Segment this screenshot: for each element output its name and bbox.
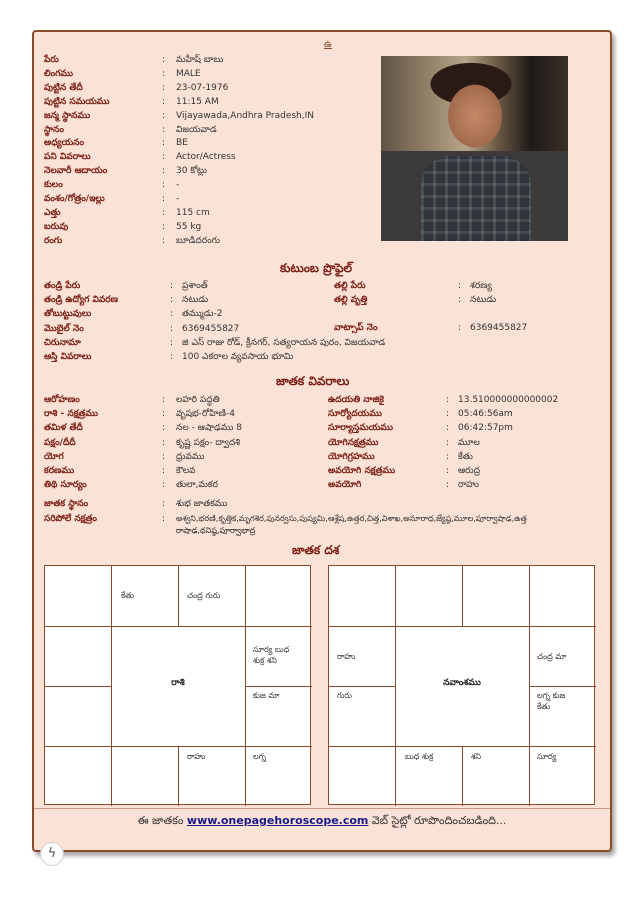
detail-label: ఆస్తి వివరాలు (44, 352, 92, 362)
colon: : (162, 499, 166, 509)
colon: : (162, 55, 166, 65)
detail-row (328, 437, 480, 450)
jathaka-place-row (44, 498, 227, 511)
detail-value: కేతు (458, 451, 473, 462)
jathaka-section-title: జాతక వివరాలు (276, 374, 350, 388)
colon: : (458, 323, 462, 333)
detail-row (44, 165, 207, 178)
detail-value: 6369455827 (182, 323, 240, 334)
detail-row (44, 479, 218, 492)
detail-row (44, 235, 220, 248)
detail-label: ఉదయతి నాజికై (328, 395, 384, 405)
rasi-cell-right-1: సూర్య బుధ శుక్ర శని (253, 645, 290, 665)
rasi-cell-top-2: చంద్ర గురు (187, 591, 221, 600)
detail-label: స్థానం (44, 124, 64, 135)
detail-row (44, 394, 220, 407)
colon: : (162, 409, 166, 420)
detail-row (44, 207, 210, 220)
om-symbol: ఉ (324, 39, 332, 50)
family-section-title: కుటుంబ ప్రొఫైల్ (280, 261, 353, 275)
detail-value: వృషభ-రోహిణి-4 (176, 409, 235, 420)
colon: : (446, 451, 450, 462)
colon: : (458, 281, 462, 291)
detail-row (44, 437, 240, 450)
detail-value: నల - ఆషాఢము 8 (176, 423, 243, 434)
colon: : (162, 166, 166, 177)
detail-value: కౌలవ (176, 466, 196, 476)
detail-value: నటుడు (182, 295, 209, 306)
detail-label: యోగిగ్రహము (328, 451, 375, 462)
detail-label: సూర్యోదయము (328, 409, 382, 420)
detail-label: తల్లి వృత్తి (334, 295, 368, 305)
detail-label: తోబుట్టువులు (44, 309, 92, 320)
detail-value: 115 cm (176, 207, 210, 218)
detail-value: ధ్రువము (176, 451, 205, 462)
detail-row (44, 96, 219, 109)
detail-value: తులా,మకర (176, 480, 218, 491)
colon: : (170, 337, 174, 348)
detail-label: పని వివరాలు (44, 152, 91, 163)
detail-value: - (176, 194, 180, 204)
detail-row (44, 221, 201, 234)
matching-stars-row (44, 512, 527, 526)
colon: : (446, 395, 450, 405)
colon: : (162, 194, 166, 204)
navamsa-chart (328, 565, 595, 805)
detail-row (44, 451, 205, 464)
colon: : (162, 124, 166, 135)
detail-value: బూడిదరంగు (176, 235, 221, 246)
colon: : (446, 423, 450, 434)
detail-label: పేరు (44, 55, 59, 65)
detail-row (44, 308, 223, 321)
detail-value: - (176, 180, 180, 191)
detail-row (44, 54, 223, 67)
detail-row (328, 422, 513, 435)
family-right-row (334, 294, 496, 307)
footer (34, 814, 610, 830)
detail-label: పక్షం/దీదీ (44, 437, 76, 448)
detail-value: జి ఎస్ రాజు రోడ్, క్రీనగర్, సత్యరాయన పురం, విజయవాడ (182, 337, 386, 348)
detail-value: మహేష్ బాబు (176, 55, 224, 65)
rasi-center-label: రాశి (171, 678, 185, 688)
detail-value: 13.510000000000002 (458, 395, 559, 405)
colon: : (446, 466, 450, 476)
colon: : (162, 96, 166, 107)
detail-value: 23-07-1976 (176, 82, 229, 93)
detail-row (44, 110, 314, 123)
detail-label: కరణము (44, 466, 75, 476)
detail-label: తమిళ తేదీ (44, 423, 83, 434)
detail-value: 30 కోట్లు (176, 166, 208, 177)
detail-row (44, 137, 188, 150)
detail-value: MALE (176, 68, 201, 79)
detail-value: తమ్ముడు-2 (182, 309, 223, 320)
detail-label: యోగినక్షత్రము (328, 437, 379, 448)
family-right-row (334, 280, 492, 293)
lightning-bolt-icon[interactable]: ϟ (40, 842, 64, 866)
detail-value: 6369455827 (470, 323, 528, 333)
detail-label: చిరునామా (44, 337, 81, 348)
detail-value: 05:46:56am (458, 409, 513, 420)
colon: : (170, 352, 174, 362)
detail-row (44, 193, 179, 206)
detail-label: కులం (44, 180, 63, 191)
matching-stars-line1: అశ్వని,భరణి,కృత్తిక,మృగశిర,పునర్వసు,పుష్యమి,ఆశ్లేష,ఉత్తర,చిత్త,విశాఖ,అనూరాధ,జ్యేష్ఠ,మూల,పూర్వాషాఢ,ఉత్త (176, 514, 527, 523)
detail-label: రంగు (44, 235, 63, 246)
detail-label: జన్మ స్థానము (44, 110, 91, 121)
detail-value: 06:42:57pm (458, 423, 513, 434)
navamsa-cell-left-2: గురు (337, 691, 352, 700)
colon: : (162, 437, 166, 448)
colon: : (446, 437, 450, 448)
detail-value: BE (176, 138, 188, 149)
detail-value: ఆరుద్ర (458, 466, 480, 476)
detail-label: లింగము (44, 68, 73, 79)
navamsa-cell-bottom-1: బుధ శుక్ర (405, 752, 434, 761)
navamsa-cell-bottom-3: సూర్య (537, 752, 557, 761)
detail-row (328, 408, 513, 421)
detail-value: 11:15 AM (176, 96, 219, 107)
colon: : (162, 466, 166, 476)
navamsa-cell-right-1: చంద్ర మా (537, 652, 567, 661)
detail-value: శరణ్య (470, 281, 492, 291)
rasi-chart (44, 565, 311, 805)
matching-stars-label: సరిపోలే నక్షత్రం (44, 514, 97, 524)
detail-label: వంశం/గోత్రం/ఇల్లు (44, 194, 105, 204)
footer-suffix: వెబ్ సైట్లో రూపొందించబడింది... (371, 814, 507, 827)
colon: : (170, 309, 174, 320)
family-right-row (334, 322, 527, 335)
photo-shirt (421, 156, 531, 241)
detail-value: లహరి పద్ధతి (176, 395, 220, 405)
detail-label: అధ్యయనం (44, 138, 85, 149)
detail-label: ఎత్తు (44, 207, 61, 218)
colon: : (170, 323, 174, 334)
detail-value: 100 ఎకరాల వ్యవసాయ భూమి (182, 352, 294, 362)
rasi-cell-right-2: కుజ మా (253, 691, 280, 700)
website-link[interactable]: www.onepagehoroscope.com (186, 814, 369, 827)
detail-label: పుట్టిన సమయము (44, 96, 110, 107)
detail-value: ప్రశాంత్ (182, 281, 208, 291)
detail-value: Vijayawada,Andhra Pradesh,IN (176, 110, 315, 121)
colon: : (162, 480, 166, 491)
navamsa-cell-right-2: లగ్న కుజ కేతు (537, 691, 566, 711)
colon: : (162, 514, 166, 524)
horoscope-page (32, 30, 612, 852)
detail-row (328, 465, 480, 478)
detail-row (44, 179, 179, 192)
colon: : (162, 423, 166, 434)
detail-value: విజయవాడ (176, 124, 217, 135)
detail-row (328, 451, 473, 464)
detail-row (44, 124, 217, 137)
detail-row (328, 394, 558, 407)
navamsa-cell-left-1: రాహు (337, 652, 356, 661)
detail-label: తిథి సూర్యం (44, 480, 87, 491)
detail-row (44, 280, 208, 293)
rasi-cell-bottom-2: లగ్న (253, 752, 267, 761)
colon: : (162, 235, 166, 246)
colon: : (162, 207, 166, 218)
colon: : (446, 480, 450, 491)
colon: : (162, 221, 166, 232)
detail-row (44, 351, 293, 364)
colon: : (162, 138, 166, 149)
colon: : (162, 152, 166, 163)
detail-row (44, 151, 236, 164)
detail-value: మూల (458, 437, 480, 448)
detail-row (328, 479, 479, 492)
detail-label: వాట్సాప్ నెం (334, 323, 378, 333)
rasi-cell-bottom-1: రాహు (187, 752, 206, 761)
detail-row (44, 465, 196, 478)
detail-label: మొబైల్ నెం (44, 323, 84, 334)
detail-label: తండ్రి పేరు (44, 281, 81, 291)
navamsa-cell-bottom-2: శని (471, 752, 482, 761)
rasi-cell-top-1: కేతు (121, 591, 135, 600)
detail-row (44, 408, 235, 421)
detail-value: కృష్ణ పక్షం- ద్వాదశి (176, 437, 241, 448)
detail-label: బరువు (44, 221, 69, 232)
colon: : (162, 82, 166, 93)
detail-row (44, 337, 385, 350)
colon: : (162, 451, 166, 462)
navamsa-center-label: నవాంశము (443, 678, 481, 688)
detail-label: తల్లి పేరు (334, 281, 366, 291)
colon: : (162, 110, 166, 121)
dasha-section-title: జాతక దశ (292, 543, 340, 557)
jathaka-place-value: శుభ జాతకము (176, 499, 228, 509)
footer-prefix: ఈ జాతకం (137, 814, 184, 827)
detail-value: Actor/Actress (176, 152, 236, 163)
detail-label: ఆరోహణం (44, 395, 80, 405)
detail-row (44, 82, 228, 95)
colon: : (170, 295, 174, 306)
detail-row (44, 68, 201, 81)
matching-stars-line2: రాషాఢ,ధనిష్ఠ,పూర్వాభాద్ర (176, 526, 256, 535)
detail-label: అవయోగి (328, 480, 362, 491)
colon: : (162, 180, 166, 191)
colon: : (458, 295, 462, 305)
detail-label: అవయోగి నక్షత్రము (328, 466, 396, 476)
detail-label: రాశి - నక్షత్రము (44, 409, 99, 420)
detail-row (44, 294, 208, 307)
detail-value: 55 kg (176, 221, 202, 232)
detail-row (44, 422, 242, 435)
detail-label: పుట్టిన తేదీ (44, 82, 83, 93)
detail-value: నటుడు (470, 295, 497, 305)
profile-photo (381, 56, 568, 241)
detail-label: సూర్యాస్తమయము (328, 423, 393, 434)
footer-divider (34, 808, 610, 809)
colon: : (170, 281, 174, 291)
detail-row (44, 323, 239, 336)
detail-label: తండ్రి ఉద్యోగ వివరణ (44, 295, 119, 306)
detail-label: యోగ (44, 451, 64, 462)
detail-value: రాహు (458, 480, 479, 491)
colon: : (162, 68, 166, 79)
colon: : (162, 395, 166, 405)
detail-label: నెలవారీ ఆదాయం (44, 166, 108, 177)
colon: : (446, 409, 450, 420)
jathaka-place-label: జాతక స్థానం (44, 499, 89, 509)
